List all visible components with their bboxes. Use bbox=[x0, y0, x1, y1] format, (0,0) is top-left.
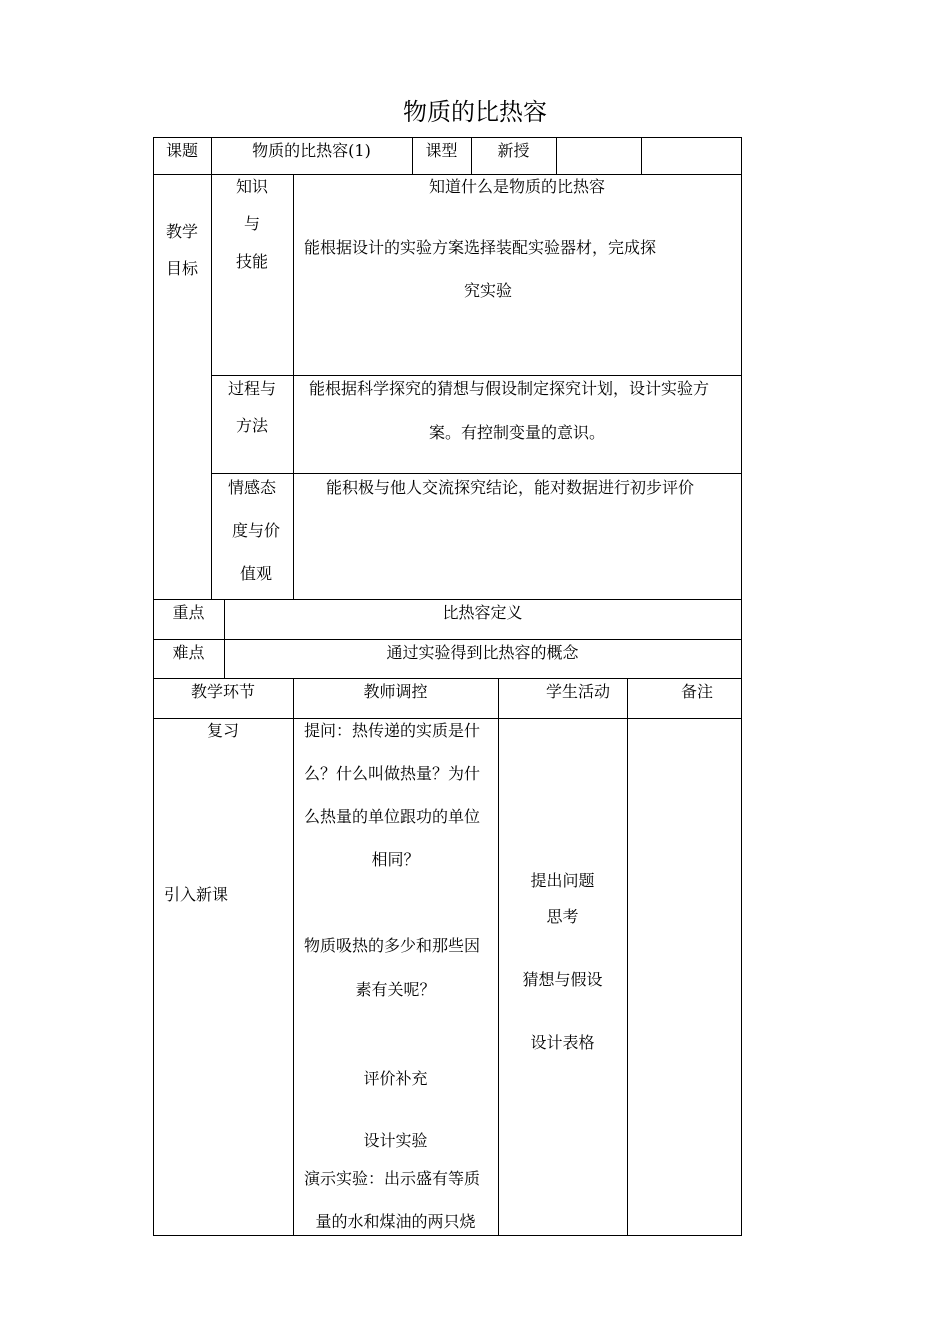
emotion-label: 情感态 bbox=[227, 478, 276, 497]
table-border bbox=[627, 678, 628, 1235]
type-label: 课型 bbox=[425, 141, 458, 160]
emotion-label: 度与价 bbox=[231, 521, 280, 540]
key-point-label: 重点 bbox=[172, 603, 205, 622]
process-label: 方法 bbox=[235, 416, 268, 435]
key-point-value: 比热容定义 bbox=[442, 603, 523, 622]
teacher-line: 量的水和煤油的两只烧 bbox=[315, 1212, 476, 1231]
column-header: 教师调控 bbox=[363, 682, 428, 701]
topic-value: 物质的比热容(1) bbox=[252, 141, 371, 160]
table-border bbox=[556, 137, 557, 174]
student-line: 思考 bbox=[546, 907, 579, 926]
topic-label: 课题 bbox=[165, 141, 198, 160]
table-border bbox=[153, 599, 742, 600]
table-border bbox=[293, 678, 294, 1235]
table-border bbox=[153, 678, 742, 679]
teacher-line: 相同？ bbox=[371, 850, 420, 869]
process-label: 过程与 bbox=[227, 379, 276, 398]
column-header: 备注 bbox=[680, 682, 713, 701]
stage-item: 复习 bbox=[206, 721, 239, 740]
table-border bbox=[211, 375, 742, 376]
knowledge-label: 知识 bbox=[235, 177, 268, 196]
student-line: 提出问题 bbox=[530, 871, 595, 890]
difficulty-label: 难点 bbox=[172, 643, 205, 662]
teacher-line: 评价补充 bbox=[363, 1069, 428, 1088]
student-line: 猜想与假设 bbox=[522, 970, 603, 989]
knowledge-text: 究实验 bbox=[463, 281, 512, 300]
emotion-label: 值观 bbox=[239, 564, 272, 583]
table-border bbox=[153, 639, 742, 640]
column-header: 学生活动 bbox=[545, 682, 610, 701]
teacher-line: 么热量的单位跟功的单位 bbox=[304, 807, 481, 826]
table-border bbox=[153, 718, 742, 719]
emotion-text: 能积极与他人交流探究结论，能对数据进行初步评价 bbox=[326, 478, 695, 497]
table-border bbox=[641, 137, 642, 174]
difficulty-value: 通过实验得到比热容的概念 bbox=[386, 643, 579, 662]
knowledge-label: 技能 bbox=[235, 252, 268, 271]
table-border bbox=[153, 1235, 742, 1236]
teacher-line: 提问：热传递的实质是什 bbox=[304, 721, 481, 740]
knowledge-text: 能根据设计的实验方案选择装配实验器材，完成探 bbox=[304, 238, 657, 257]
process-text: 能根据科学探究的猜想与假设制定探究计划，设计实验方 bbox=[309, 379, 710, 398]
column-header: 教学环节 bbox=[190, 682, 255, 701]
teacher-line: 素有关呢？ bbox=[355, 980, 436, 999]
knowledge-text: 知道什么是物质的比热容 bbox=[428, 177, 605, 196]
objectives-label: 目标 bbox=[165, 259, 198, 278]
stage-item: 引入新课 bbox=[164, 885, 229, 904]
teacher-line: 演示实验：出示盛有等质 bbox=[304, 1169, 481, 1188]
teacher-line: 物质吸热的多少和那些因 bbox=[304, 936, 481, 955]
objectives-label: 教学 bbox=[165, 222, 198, 241]
table-border bbox=[498, 678, 499, 1235]
type-value: 新授 bbox=[497, 141, 530, 160]
student-line: 设计表格 bbox=[530, 1033, 595, 1052]
teacher-line: 设计实验 bbox=[363, 1131, 428, 1150]
knowledge-label: 与 bbox=[243, 214, 260, 233]
table-border bbox=[153, 174, 742, 175]
table-border bbox=[211, 473, 742, 474]
teacher-line: 么？什么叫做热量？为什 bbox=[304, 764, 481, 783]
page-title: 物质的比热容 bbox=[403, 98, 547, 126]
process-text: 案。有控制变量的意识。 bbox=[428, 423, 605, 442]
table-border bbox=[153, 137, 742, 138]
